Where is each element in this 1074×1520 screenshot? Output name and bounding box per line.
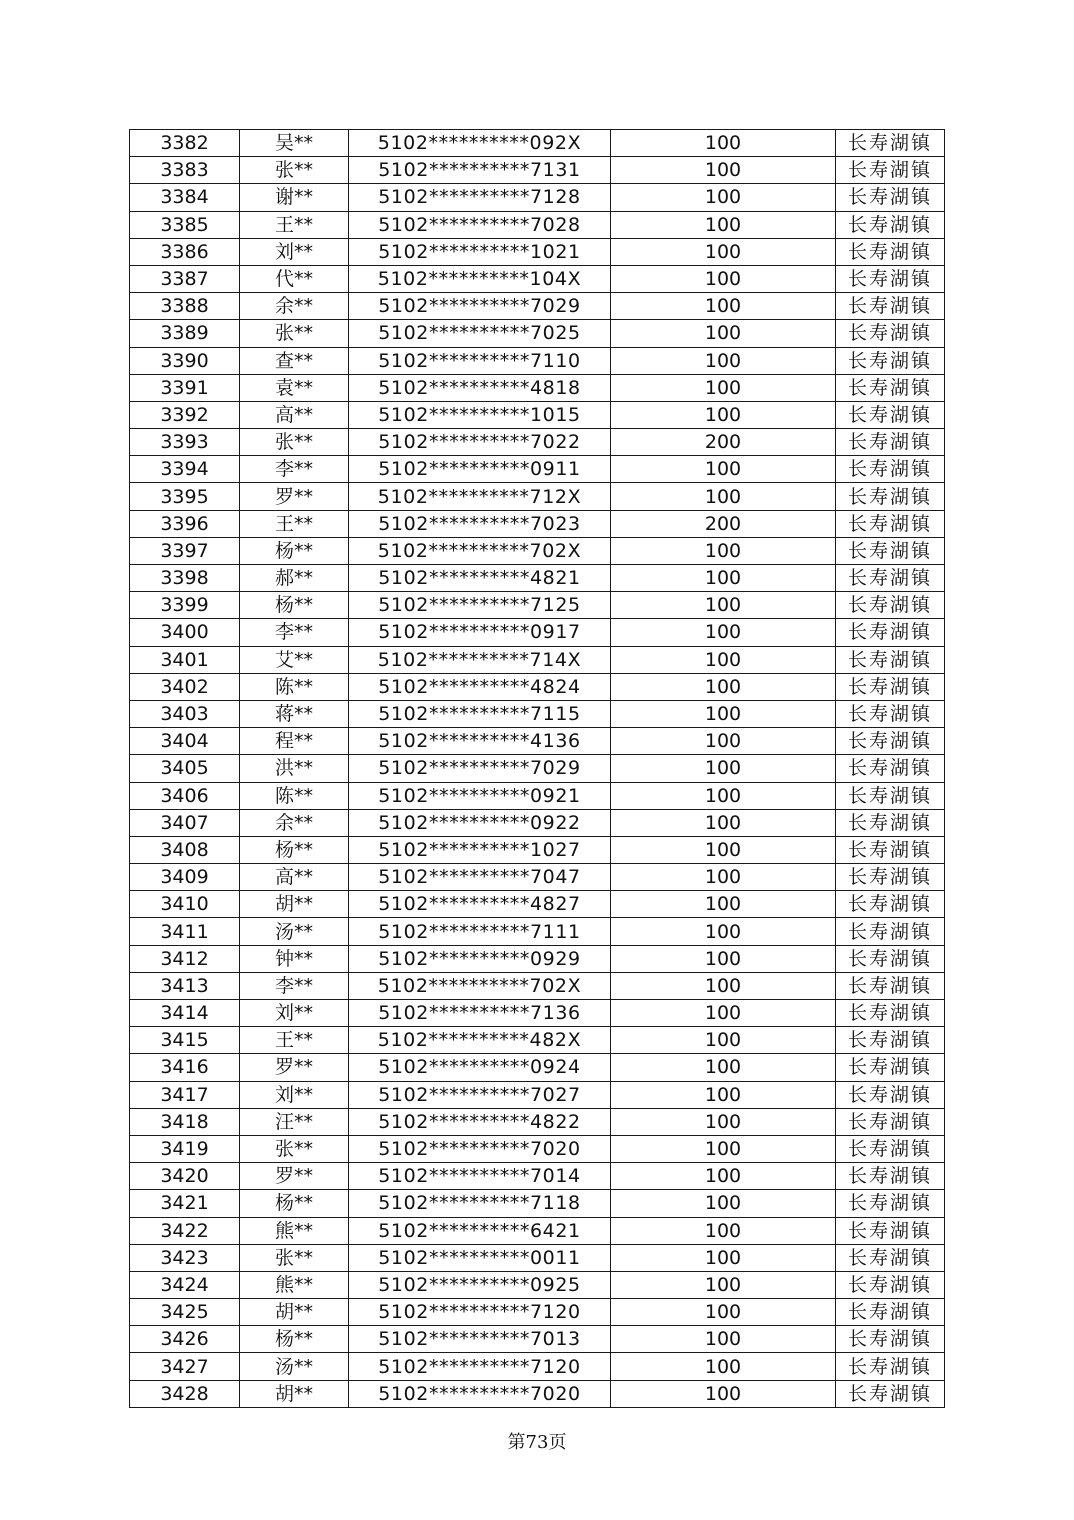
amount-cell: 100 bbox=[611, 238, 836, 265]
name-cell: 程** bbox=[240, 728, 349, 755]
name-cell: 刘** bbox=[240, 1000, 349, 1027]
id-number-cell: 5102**********4136 bbox=[349, 728, 611, 755]
name-cell: 张** bbox=[240, 320, 349, 347]
seq-cell: 3413 bbox=[130, 972, 240, 999]
town-cell: 长寿湖镇 bbox=[836, 1081, 945, 1108]
table-row bbox=[130, 972, 945, 999]
amount-cell: 100 bbox=[611, 619, 836, 646]
table-row bbox=[130, 1190, 945, 1217]
amount-cell: 100 bbox=[611, 1135, 836, 1162]
seq-cell: 3403 bbox=[130, 700, 240, 727]
id-number-cell: 5102**********0911 bbox=[349, 456, 611, 483]
amount-cell: 100 bbox=[611, 1108, 836, 1135]
id-number-cell: 5102**********4818 bbox=[349, 374, 611, 401]
id-number-cell: 5102**********7136 bbox=[349, 1000, 611, 1027]
table-row bbox=[130, 510, 945, 537]
id-number-cell: 5102**********0011 bbox=[349, 1244, 611, 1271]
town-cell: 长寿湖镇 bbox=[836, 483, 945, 510]
amount-cell: 100 bbox=[611, 1380, 836, 1407]
table-row bbox=[130, 1054, 945, 1081]
town-cell: 长寿湖镇 bbox=[836, 1163, 945, 1190]
name-cell: 陈** bbox=[240, 782, 349, 809]
amount-cell: 100 bbox=[611, 1353, 836, 1380]
id-number-cell: 5102**********1015 bbox=[349, 401, 611, 428]
amount-cell: 100 bbox=[611, 1190, 836, 1217]
seq-cell: 3426 bbox=[130, 1326, 240, 1353]
table-row bbox=[130, 1380, 945, 1407]
table-row bbox=[130, 1027, 945, 1054]
amount-cell: 100 bbox=[611, 918, 836, 945]
town-cell: 长寿湖镇 bbox=[836, 700, 945, 727]
name-cell: 李** bbox=[240, 619, 349, 646]
name-cell: 罗** bbox=[240, 1163, 349, 1190]
id-number-cell: 5102**********7125 bbox=[349, 592, 611, 619]
seq-cell: 3394 bbox=[130, 456, 240, 483]
amount-cell: 100 bbox=[611, 537, 836, 564]
table-row bbox=[130, 401, 945, 428]
id-number-cell: 5102**********0924 bbox=[349, 1054, 611, 1081]
table-row bbox=[130, 918, 945, 945]
table-row bbox=[130, 1163, 945, 1190]
town-cell: 长寿湖镇 bbox=[836, 1190, 945, 1217]
table-row bbox=[130, 592, 945, 619]
seq-cell: 3423 bbox=[130, 1244, 240, 1271]
town-cell: 长寿湖镇 bbox=[836, 1108, 945, 1135]
name-cell: 高** bbox=[240, 401, 349, 428]
seq-cell: 3414 bbox=[130, 1000, 240, 1027]
amount-cell: 100 bbox=[611, 293, 836, 320]
seq-cell: 3383 bbox=[130, 157, 240, 184]
amount-cell: 100 bbox=[611, 646, 836, 673]
table-row bbox=[130, 211, 945, 238]
id-number-cell: 5102**********7120 bbox=[349, 1353, 611, 1380]
seq-cell: 3401 bbox=[130, 646, 240, 673]
table-row bbox=[130, 945, 945, 972]
amount-cell: 100 bbox=[611, 320, 836, 347]
page-number: 第73页 bbox=[507, 1432, 567, 1453]
town-cell: 长寿湖镇 bbox=[836, 510, 945, 537]
town-cell: 长寿湖镇 bbox=[836, 265, 945, 292]
seq-cell: 3389 bbox=[130, 320, 240, 347]
amount-cell: 100 bbox=[611, 374, 836, 401]
amount-cell: 100 bbox=[611, 347, 836, 374]
roster-table bbox=[129, 129, 945, 1408]
name-cell: 刘** bbox=[240, 1081, 349, 1108]
seq-cell: 3392 bbox=[130, 401, 240, 428]
amount-cell: 100 bbox=[611, 483, 836, 510]
id-number-cell: 5102**********7047 bbox=[349, 864, 611, 891]
name-cell: 胡** bbox=[240, 1299, 349, 1326]
id-number-cell: 5102**********702X bbox=[349, 972, 611, 999]
table-row bbox=[130, 1000, 945, 1027]
town-cell: 长寿湖镇 bbox=[836, 592, 945, 619]
name-cell: 代** bbox=[240, 265, 349, 292]
name-cell: 余** bbox=[240, 809, 349, 836]
town-cell: 长寿湖镇 bbox=[836, 945, 945, 972]
name-cell: 陈** bbox=[240, 673, 349, 700]
amount-cell: 100 bbox=[611, 755, 836, 782]
id-number-cell: 5102**********7131 bbox=[349, 157, 611, 184]
town-cell: 长寿湖镇 bbox=[836, 238, 945, 265]
id-number-cell: 5102**********482X bbox=[349, 1027, 611, 1054]
seq-cell: 3420 bbox=[130, 1163, 240, 1190]
name-cell: 熊** bbox=[240, 1217, 349, 1244]
amount-cell: 100 bbox=[611, 972, 836, 999]
seq-cell: 3405 bbox=[130, 755, 240, 782]
id-number-cell: 5102**********7029 bbox=[349, 293, 611, 320]
id-number-cell: 5102**********7029 bbox=[349, 755, 611, 782]
seq-cell: 3387 bbox=[130, 265, 240, 292]
name-cell: 吴** bbox=[240, 130, 349, 157]
amount-cell: 200 bbox=[611, 510, 836, 537]
seq-cell: 3416 bbox=[130, 1054, 240, 1081]
town-cell: 长寿湖镇 bbox=[836, 429, 945, 456]
amount-cell: 100 bbox=[611, 130, 836, 157]
name-cell: 李** bbox=[240, 972, 349, 999]
amount-cell: 100 bbox=[611, 1081, 836, 1108]
name-cell: 张** bbox=[240, 157, 349, 184]
table-row bbox=[130, 1299, 945, 1326]
seq-cell: 3390 bbox=[130, 347, 240, 374]
seq-cell: 3391 bbox=[130, 374, 240, 401]
table-row bbox=[130, 728, 945, 755]
table-row bbox=[130, 1353, 945, 1380]
seq-cell: 3399 bbox=[130, 592, 240, 619]
town-cell: 长寿湖镇 bbox=[836, 456, 945, 483]
id-number-cell: 5102**********4821 bbox=[349, 565, 611, 592]
id-number-cell: 5102**********7014 bbox=[349, 1163, 611, 1190]
table-row bbox=[130, 238, 945, 265]
id-number-cell: 5102**********7013 bbox=[349, 1326, 611, 1353]
id-number-cell: 5102**********0921 bbox=[349, 782, 611, 809]
seq-cell: 3425 bbox=[130, 1299, 240, 1326]
seq-cell: 3398 bbox=[130, 565, 240, 592]
name-cell: 杨** bbox=[240, 1190, 349, 1217]
id-number-cell: 5102**********7023 bbox=[349, 510, 611, 537]
id-number-cell: 5102**********7020 bbox=[349, 1135, 611, 1162]
id-number-cell: 5102**********7111 bbox=[349, 918, 611, 945]
seq-cell: 3385 bbox=[130, 211, 240, 238]
town-cell: 长寿湖镇 bbox=[836, 1353, 945, 1380]
amount-cell: 100 bbox=[611, 945, 836, 972]
name-cell: 钟** bbox=[240, 945, 349, 972]
table-row bbox=[130, 755, 945, 782]
amount-cell: 100 bbox=[611, 864, 836, 891]
table-row bbox=[130, 1081, 945, 1108]
name-cell: 高** bbox=[240, 864, 349, 891]
name-cell: 胡** bbox=[240, 1380, 349, 1407]
name-cell: 张** bbox=[240, 1244, 349, 1271]
town-cell: 长寿湖镇 bbox=[836, 1299, 945, 1326]
town-cell: 长寿湖镇 bbox=[836, 184, 945, 211]
name-cell: 蒋** bbox=[240, 700, 349, 727]
id-number-cell: 5102**********0929 bbox=[349, 945, 611, 972]
id-number-cell: 5102**********7120 bbox=[349, 1299, 611, 1326]
id-number-cell: 5102**********7118 bbox=[349, 1190, 611, 1217]
table-row bbox=[130, 1271, 945, 1298]
name-cell: 袁** bbox=[240, 374, 349, 401]
amount-cell: 100 bbox=[611, 565, 836, 592]
seq-cell: 3386 bbox=[130, 238, 240, 265]
table-row bbox=[130, 374, 945, 401]
id-number-cell: 5102**********7110 bbox=[349, 347, 611, 374]
seq-cell: 3421 bbox=[130, 1190, 240, 1217]
seq-cell: 3411 bbox=[130, 918, 240, 945]
amount-cell: 100 bbox=[611, 1326, 836, 1353]
seq-cell: 3400 bbox=[130, 619, 240, 646]
town-cell: 长寿湖镇 bbox=[836, 293, 945, 320]
amount-cell: 100 bbox=[611, 1299, 836, 1326]
name-cell: 杨** bbox=[240, 537, 349, 564]
id-number-cell: 5102**********714X bbox=[349, 646, 611, 673]
town-cell: 长寿湖镇 bbox=[836, 565, 945, 592]
id-number-cell: 5102**********7020 bbox=[349, 1380, 611, 1407]
town-cell: 长寿湖镇 bbox=[836, 918, 945, 945]
roster-table-body bbox=[130, 130, 945, 1408]
name-cell: 张** bbox=[240, 429, 349, 456]
name-cell: 刘** bbox=[240, 238, 349, 265]
id-number-cell: 5102**********702X bbox=[349, 537, 611, 564]
table-row bbox=[130, 782, 945, 809]
id-number-cell: 5102**********7128 bbox=[349, 184, 611, 211]
seq-cell: 3417 bbox=[130, 1081, 240, 1108]
amount-cell: 100 bbox=[611, 401, 836, 428]
seq-cell: 3412 bbox=[130, 945, 240, 972]
name-cell: 张** bbox=[240, 1135, 349, 1162]
table-row bbox=[130, 1217, 945, 1244]
name-cell: 汤** bbox=[240, 918, 349, 945]
town-cell: 长寿湖镇 bbox=[836, 1380, 945, 1407]
seq-cell: 3428 bbox=[130, 1380, 240, 1407]
amount-cell: 100 bbox=[611, 673, 836, 700]
town-cell: 长寿湖镇 bbox=[836, 619, 945, 646]
name-cell: 罗** bbox=[240, 483, 349, 510]
id-number-cell: 5102**********7028 bbox=[349, 211, 611, 238]
table-row bbox=[130, 809, 945, 836]
table-row bbox=[130, 537, 945, 564]
table-row bbox=[130, 565, 945, 592]
table-row bbox=[130, 456, 945, 483]
table-row bbox=[130, 293, 945, 320]
amount-cell: 100 bbox=[611, 592, 836, 619]
seq-cell: 3396 bbox=[130, 510, 240, 537]
town-cell: 长寿湖镇 bbox=[836, 374, 945, 401]
town-cell: 长寿湖镇 bbox=[836, 673, 945, 700]
amount-cell: 100 bbox=[611, 836, 836, 863]
amount-cell: 100 bbox=[611, 211, 836, 238]
seq-cell: 3415 bbox=[130, 1027, 240, 1054]
name-cell: 杨** bbox=[240, 836, 349, 863]
id-number-cell: 5102**********104X bbox=[349, 265, 611, 292]
amount-cell: 100 bbox=[611, 700, 836, 727]
seq-cell: 3388 bbox=[130, 293, 240, 320]
seq-cell: 3404 bbox=[130, 728, 240, 755]
town-cell: 长寿湖镇 bbox=[836, 782, 945, 809]
town-cell: 长寿湖镇 bbox=[836, 1054, 945, 1081]
town-cell: 长寿湖镇 bbox=[836, 1217, 945, 1244]
amount-cell: 100 bbox=[611, 1244, 836, 1271]
table-row bbox=[130, 1108, 945, 1135]
town-cell: 长寿湖镇 bbox=[836, 1271, 945, 1298]
table-row bbox=[130, 836, 945, 863]
town-cell: 长寿湖镇 bbox=[836, 1027, 945, 1054]
amount-cell: 100 bbox=[611, 1054, 836, 1081]
id-number-cell: 5102**********6421 bbox=[349, 1217, 611, 1244]
name-cell: 汤** bbox=[240, 1353, 349, 1380]
name-cell: 王** bbox=[240, 1027, 349, 1054]
name-cell: 罗** bbox=[240, 1054, 349, 1081]
town-cell: 长寿湖镇 bbox=[836, 347, 945, 374]
town-cell: 长寿湖镇 bbox=[836, 1244, 945, 1271]
id-number-cell: 5102**********7115 bbox=[349, 700, 611, 727]
town-cell: 长寿湖镇 bbox=[836, 211, 945, 238]
seq-cell: 3419 bbox=[130, 1135, 240, 1162]
table-row bbox=[130, 429, 945, 456]
town-cell: 长寿湖镇 bbox=[836, 646, 945, 673]
seq-cell: 3384 bbox=[130, 184, 240, 211]
name-cell: 杨** bbox=[240, 1326, 349, 1353]
name-cell: 艾** bbox=[240, 646, 349, 673]
seq-cell: 3395 bbox=[130, 483, 240, 510]
table-row bbox=[130, 347, 945, 374]
seq-cell: 3406 bbox=[130, 782, 240, 809]
seq-cell: 3408 bbox=[130, 836, 240, 863]
town-cell: 长寿湖镇 bbox=[836, 891, 945, 918]
table-row bbox=[130, 184, 945, 211]
amount-cell: 100 bbox=[611, 456, 836, 483]
name-cell: 洪** bbox=[240, 755, 349, 782]
id-number-cell: 5102**********4822 bbox=[349, 1108, 611, 1135]
name-cell: 汪** bbox=[240, 1108, 349, 1135]
seq-cell: 3418 bbox=[130, 1108, 240, 1135]
id-number-cell: 5102**********092X bbox=[349, 130, 611, 157]
town-cell: 长寿湖镇 bbox=[836, 1000, 945, 1027]
table-row bbox=[130, 1326, 945, 1353]
table-row bbox=[130, 1244, 945, 1271]
town-cell: 长寿湖镇 bbox=[836, 130, 945, 157]
id-number-cell: 5102**********7022 bbox=[349, 429, 611, 456]
name-cell: 李** bbox=[240, 456, 349, 483]
town-cell: 长寿湖镇 bbox=[836, 157, 945, 184]
table-row bbox=[130, 864, 945, 891]
id-number-cell: 5102**********0917 bbox=[349, 619, 611, 646]
id-number-cell: 5102**********7027 bbox=[349, 1081, 611, 1108]
id-number-cell: 5102**********1027 bbox=[349, 836, 611, 863]
amount-cell: 100 bbox=[611, 1027, 836, 1054]
town-cell: 长寿湖镇 bbox=[836, 537, 945, 564]
table-row bbox=[130, 619, 945, 646]
seq-cell: 3424 bbox=[130, 1271, 240, 1298]
town-cell: 长寿湖镇 bbox=[836, 809, 945, 836]
id-number-cell: 5102**********1021 bbox=[349, 238, 611, 265]
seq-cell: 3410 bbox=[130, 891, 240, 918]
id-number-cell: 5102**********4827 bbox=[349, 891, 611, 918]
amount-cell: 100 bbox=[611, 265, 836, 292]
town-cell: 长寿湖镇 bbox=[836, 836, 945, 863]
amount-cell: 100 bbox=[611, 809, 836, 836]
seq-cell: 3422 bbox=[130, 1217, 240, 1244]
table-row bbox=[130, 483, 945, 510]
amount-cell: 100 bbox=[611, 891, 836, 918]
name-cell: 胡** bbox=[240, 891, 349, 918]
amount-cell: 100 bbox=[611, 157, 836, 184]
table-row bbox=[130, 157, 945, 184]
amount-cell: 100 bbox=[611, 1000, 836, 1027]
name-cell: 杨** bbox=[240, 592, 349, 619]
table-row bbox=[130, 265, 945, 292]
seq-cell: 3382 bbox=[130, 130, 240, 157]
table-row bbox=[130, 646, 945, 673]
town-cell: 长寿湖镇 bbox=[836, 320, 945, 347]
table-row bbox=[130, 130, 945, 157]
town-cell: 长寿湖镇 bbox=[836, 728, 945, 755]
name-cell: 谢** bbox=[240, 184, 349, 211]
id-number-cell: 5102**********7025 bbox=[349, 320, 611, 347]
seq-cell: 3407 bbox=[130, 809, 240, 836]
table-row bbox=[130, 673, 945, 700]
amount-cell: 200 bbox=[611, 429, 836, 456]
town-cell: 长寿湖镇 bbox=[836, 401, 945, 428]
town-cell: 长寿湖镇 bbox=[836, 972, 945, 999]
amount-cell: 100 bbox=[611, 1163, 836, 1190]
town-cell: 长寿湖镇 bbox=[836, 755, 945, 782]
seq-cell: 3427 bbox=[130, 1353, 240, 1380]
name-cell: 查** bbox=[240, 347, 349, 374]
table-row bbox=[130, 700, 945, 727]
seq-cell: 3409 bbox=[130, 864, 240, 891]
name-cell: 王** bbox=[240, 211, 349, 238]
name-cell: 熊** bbox=[240, 1271, 349, 1298]
id-number-cell: 5102**********4824 bbox=[349, 673, 611, 700]
table-row bbox=[130, 891, 945, 918]
amount-cell: 100 bbox=[611, 782, 836, 809]
amount-cell: 100 bbox=[611, 1271, 836, 1298]
table-row bbox=[130, 320, 945, 347]
id-number-cell: 5102**********0925 bbox=[349, 1271, 611, 1298]
town-cell: 长寿湖镇 bbox=[836, 1135, 945, 1162]
amount-cell: 100 bbox=[611, 1217, 836, 1244]
town-cell: 长寿湖镇 bbox=[836, 1326, 945, 1353]
name-cell: 余** bbox=[240, 293, 349, 320]
seq-cell: 3393 bbox=[130, 429, 240, 456]
id-number-cell: 5102**********712X bbox=[349, 483, 611, 510]
amount-cell: 100 bbox=[611, 184, 836, 211]
table-row bbox=[130, 1135, 945, 1162]
name-cell: 王** bbox=[240, 510, 349, 537]
id-number-cell: 5102**********0922 bbox=[349, 809, 611, 836]
seq-cell: 3402 bbox=[130, 673, 240, 700]
town-cell: 长寿湖镇 bbox=[836, 864, 945, 891]
seq-cell: 3397 bbox=[130, 537, 240, 564]
amount-cell: 100 bbox=[611, 728, 836, 755]
name-cell: 郝** bbox=[240, 565, 349, 592]
